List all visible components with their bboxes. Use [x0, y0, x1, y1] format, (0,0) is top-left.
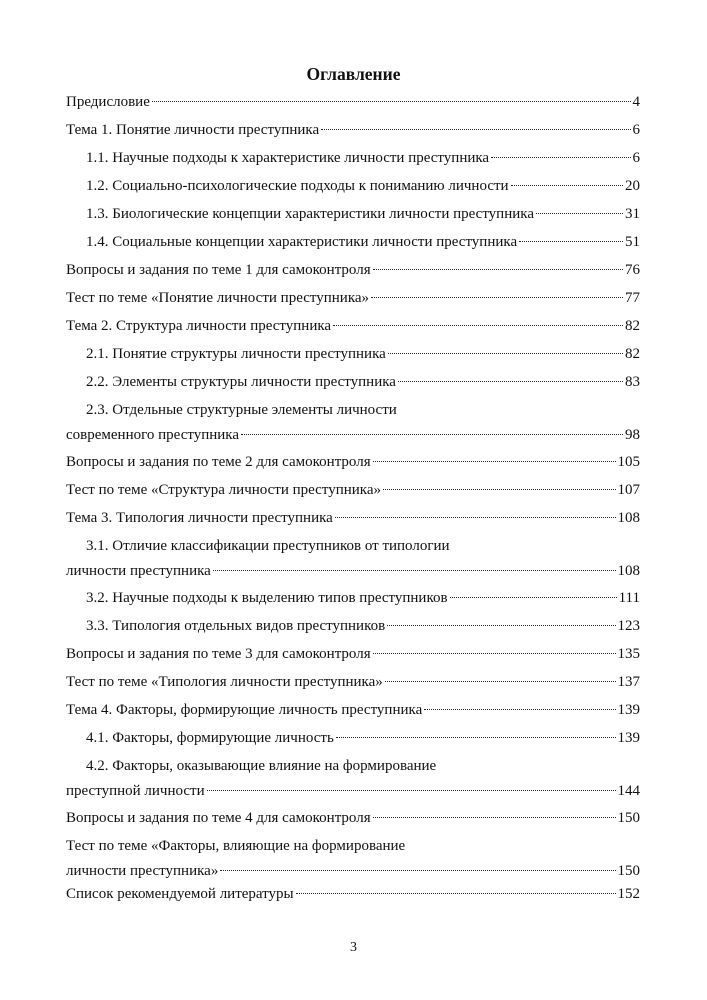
toc-entry-text: Тест по теме «Факторы, влияющие на формирование — [66, 838, 406, 854]
dot-leader — [321, 129, 630, 130]
toc-entry-questions-3[interactable] — [66, 645, 640, 670]
toc-page-number: 6 — [632, 150, 640, 166]
toc-entry-text: Тема 4. Факторы, формирующие личность преступника — [66, 702, 423, 718]
toc-entry-section-3-1[interactable] — [66, 537, 640, 587]
toc-entry-section-1-4[interactable] — [66, 233, 640, 258]
toc-entry-section-2-1[interactable] — [66, 345, 640, 370]
toc-page-number: 111 — [618, 590, 640, 606]
toc-entry-section-1-2[interactable] — [66, 177, 640, 202]
toc-page-number: 150 — [617, 863, 640, 879]
dot-leader — [296, 893, 616, 894]
toc-entry-text: 2.1. Понятие структуры личности преступника — [86, 346, 386, 362]
toc-entry-questions-2[interactable] — [66, 453, 640, 478]
toc-page-number: 77 — [625, 290, 640, 306]
toc-page-number: 107 — [617, 482, 640, 498]
toc-entry-text: 4.1. Факторы, формирующие личность — [86, 730, 334, 746]
dot-leader — [519, 241, 623, 242]
dot-leader — [536, 213, 623, 214]
toc-entry-questions-1[interactable] — [66, 261, 640, 286]
dot-leader — [335, 517, 616, 518]
dot-leader — [373, 461, 616, 462]
toc-entry-text: 1.3. Биологические концепции характеристики личности преступника — [86, 206, 534, 222]
toc-page-number: 135 — [617, 646, 640, 662]
toc-page-number: 139 — [617, 702, 640, 718]
toc-entry-section-3-3[interactable] — [66, 617, 640, 642]
toc-page-number: 150 — [617, 810, 640, 826]
toc-entry-text: Вопросы и задания по теме 3 для самоконтроля — [66, 646, 371, 662]
toc-entry-preface[interactable] — [66, 93, 640, 118]
toc-entry-text: Тема 3. Типология личности преступника — [66, 510, 333, 526]
toc-entry-text: 1.1. Научные подходы к характеристике личности преступника — [86, 150, 490, 166]
toc-entry-text: Тема 2. Структура личности преступника — [66, 318, 332, 334]
dot-leader — [373, 269, 623, 270]
toc-entry-questions-4[interactable] — [66, 809, 640, 834]
dot-leader — [373, 653, 616, 654]
toc-page-number: 108 — [617, 563, 640, 579]
toc-entry-bibliography[interactable] — [66, 885, 640, 910]
toc-page-number: 144 — [617, 783, 640, 799]
toc-page-number: 51 — [625, 234, 640, 250]
dot-leader — [336, 737, 616, 738]
toc-entry-text-continued: личности преступника — [66, 563, 211, 579]
toc-page-number: 82 — [625, 346, 640, 362]
toc-page-number: 98 — [625, 427, 640, 443]
toc-entry-test-2[interactable] — [66, 481, 640, 506]
toc-entry-section-4-2[interactable] — [66, 757, 640, 807]
toc-entry-text-continued: преступной личности — [66, 783, 205, 799]
dot-leader — [511, 185, 623, 186]
toc-page-number: 82 — [625, 318, 640, 334]
page-number: 3 — [350, 940, 357, 955]
dot-leader — [398, 381, 623, 382]
toc-entry-section-2-2[interactable] — [66, 373, 640, 398]
dot-leader — [385, 681, 616, 682]
dot-leader — [241, 434, 623, 435]
toc-page-number: 83 — [625, 374, 640, 390]
dot-leader — [207, 790, 616, 791]
toc-entry-text: 3.2. Научные подходы к выделению типов преступников — [86, 590, 448, 606]
dot-leader — [220, 870, 615, 871]
toc-entry-section-4-1[interactable] — [66, 729, 640, 754]
toc-page-number: 139 — [617, 730, 640, 746]
toc-entry-text: 2.2. Элементы структуры личности преступника — [86, 374, 396, 390]
toc-entry-text: Тест по теме «Структура личности преступника» — [66, 482, 381, 498]
toc-entry-test-3[interactable] — [66, 673, 640, 698]
dot-leader — [388, 353, 623, 354]
toc-page-number: 6 — [632, 122, 640, 138]
dot-leader — [152, 101, 631, 102]
toc-entry-text: Список рекомендуемой литературы — [66, 886, 294, 902]
toc-page-number: 105 — [617, 454, 640, 470]
toc-entry-text: Тест по теме «Понятие личности преступника» — [66, 290, 370, 306]
toc-entry-text: Вопросы и задания по теме 1 для самоконтроля — [66, 262, 371, 278]
toc-entry-section-1-1[interactable] — [66, 149, 640, 174]
toc-entry-topic-1[interactable] — [66, 121, 640, 146]
dot-leader — [213, 570, 616, 571]
dot-leader — [424, 709, 615, 710]
toc-entry-text: 4.2. Факторы, оказывающие влияние на формирование — [86, 758, 437, 774]
toc-heading: Оглавление — [306, 64, 401, 84]
dot-leader — [450, 597, 617, 598]
toc-entry-topic-3[interactable] — [66, 509, 640, 534]
toc-entry-text: Вопросы и задания по теме 4 для самоконтроля — [66, 810, 371, 826]
toc-entry-text-continued: современного преступника — [66, 427, 240, 443]
toc-entry-text: Вопросы и задания по теме 2 для самоконтроля — [66, 454, 371, 470]
toc-entry-text: 1.2. Социально-психологические подходы к пониманию личности — [86, 178, 509, 194]
toc-entry-text: Тема 1. Понятие личности преступника — [66, 122, 320, 138]
dot-leader — [333, 325, 623, 326]
toc-page-number: 152 — [617, 886, 640, 902]
toc-entry-text: 3.1. Отличие классификации преступников от типологии — [86, 538, 450, 554]
toc-entry-test-1[interactable] — [66, 289, 640, 314]
toc-entry-section-1-3[interactable] — [66, 205, 640, 230]
toc-entry-text: Предисловие — [66, 94, 150, 110]
toc-page-number: 4 — [632, 94, 640, 110]
toc-page-number: 108 — [617, 510, 640, 526]
toc-entry-text: Тест по теме «Типология личности преступника» — [66, 674, 383, 690]
dot-leader — [383, 489, 616, 490]
toc-page-number: 76 — [625, 262, 640, 278]
toc-entry-text: 1.4. Социальные концепции характеристики личности преступника — [86, 234, 518, 250]
toc-entry-text-continued: личности преступника» — [66, 863, 219, 879]
toc-entry-section-2-3[interactable] — [66, 401, 640, 451]
dot-leader — [491, 157, 630, 158]
dot-leader — [373, 817, 616, 818]
toc-entry-test-4[interactable] — [66, 837, 640, 887]
toc-entry-text: 3.3. Типология отдельных видов преступников — [86, 618, 386, 634]
toc-entry-topic-4[interactable] — [66, 701, 640, 726]
toc-entry-section-3-2[interactable] — [66, 589, 640, 614]
toc-page-number: 137 — [617, 674, 640, 690]
toc-page-number: 20 — [625, 178, 640, 194]
dot-leader — [371, 297, 623, 298]
toc-page-number: 123 — [617, 618, 640, 634]
toc-entry-text: 2.3. Отдельные структурные элементы личности — [86, 402, 397, 418]
dot-leader — [387, 625, 615, 626]
toc-page-number: 31 — [625, 206, 640, 222]
toc-entry-topic-2[interactable] — [66, 317, 640, 342]
